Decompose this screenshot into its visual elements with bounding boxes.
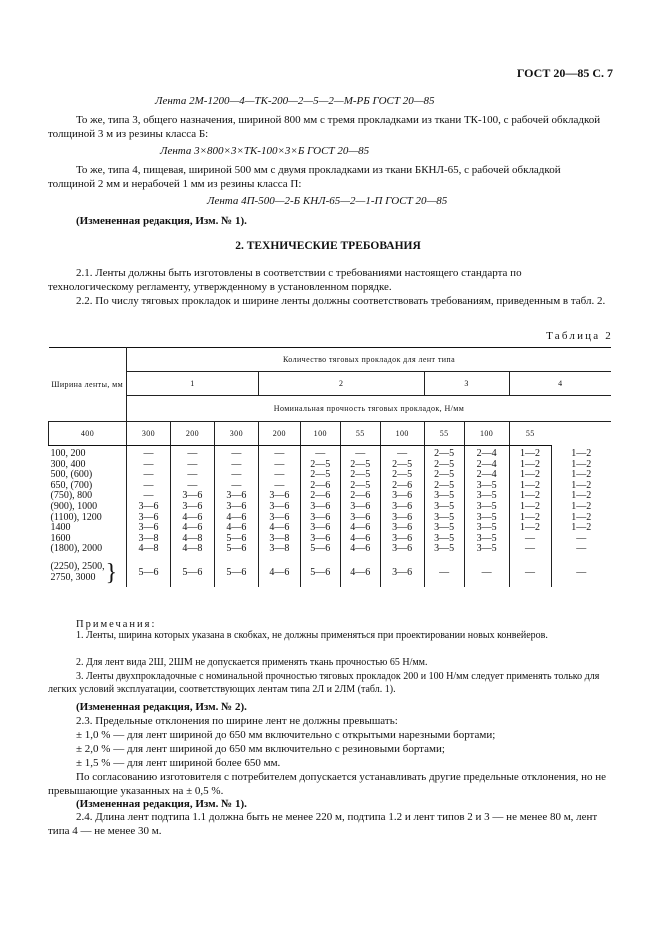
width-line: 2750, 3000 <box>50 571 96 583</box>
value-cell: 4—6 <box>258 523 300 534</box>
value-cell: 3—5 <box>424 513 464 524</box>
note-1: 1. Ленты, ширина которых указана в скобках, не должны применяться при проектировании новых конвейеров. <box>76 630 548 641</box>
example-designation-1: Лента 2М-1200—4—ТК-200—2—5—2—М-РБ ГОСТ 20—85 <box>155 95 435 107</box>
revision-note-1: (Измененная редакция, Изм. № 1). <box>76 215 247 227</box>
value-cell: 4—6 <box>214 513 258 524</box>
value-cell: 2—5 <box>424 446 464 460</box>
value-cell: — <box>551 544 611 555</box>
value-cell: 5—6 <box>170 555 214 587</box>
type-header: 1 <box>126 372 258 396</box>
value-cell: 5—6 <box>300 544 340 555</box>
note-3: 3. Ленты двухпрокладочные с номинальной прочностью тяговых прокладок 200 и 100 Н/мм следует применять только для легких условий эксплуатации, соответствующих лентам типа 2Л и 2ЛМ (табл. 1). <box>48 671 600 695</box>
paragraph-2-3: 2.3. Предельные отклонения по ширине лент не должны превышать: <box>76 715 398 727</box>
value-cell: 3—6 <box>380 523 424 534</box>
value-cell: 1—2 <box>509 491 551 502</box>
notes-heading: Примечания: <box>76 619 157 630</box>
value-cell: 4—8 <box>126 544 170 555</box>
value-cell: 3—5 <box>464 523 509 534</box>
value-cell: 2—5 <box>424 460 464 471</box>
value-cell: 1—2 <box>509 470 551 481</box>
value-cell: 3—8 <box>258 544 300 555</box>
strength-cell: 55 <box>424 422 464 446</box>
value-cell: 1—2 <box>551 523 611 534</box>
paragraph-type4: То же, типа 4, пищевая, шириной 500 мм с двумя прокладками из ткани БКНЛ-65, с рабочей обкладкой толщиной 2 мм и нерабочей 1 мм из резины класса П: <box>48 164 561 190</box>
value-cell: — <box>340 446 380 460</box>
value-cell: 3—6 <box>214 491 258 502</box>
value-cell: 1—2 <box>509 502 551 513</box>
value-cell: 3—5 <box>464 491 509 502</box>
value-cell: 3—6 <box>126 513 170 524</box>
value-cell: 5—6 <box>214 544 258 555</box>
value-cell: 3—6 <box>380 502 424 513</box>
paragraph-2-1: 2.1. Ленты должны быть изготовлены в соответствии с требованиями настоящего стандарта по технологическому регламенту, утвержденному в установленном порядке. <box>48 267 522 293</box>
value-cell: — <box>170 470 214 481</box>
value-cell: 3—5 <box>424 534 464 545</box>
width-cell: 1400 <box>50 522 71 534</box>
value-cell: 3—6 <box>380 491 424 502</box>
value-cell: 1—2 <box>551 470 611 481</box>
value-cell: — <box>464 555 509 587</box>
value-cell: 3—6 <box>300 513 340 524</box>
strength-cell: 200 <box>258 422 300 446</box>
value-cell: 4—6 <box>340 523 380 534</box>
width-cell: 650, (700) <box>50 479 93 491</box>
value-cell: 3—5 <box>464 544 509 555</box>
value-cell: 1—2 <box>551 491 611 502</box>
type-header: 3 <box>424 372 509 396</box>
section-title: 2. ТЕХНИЧЕСКИЕ ТРЕБОВАНИЯ <box>235 240 421 252</box>
value-cell: 2—4 <box>464 470 509 481</box>
strength-header: Номинальная прочность тяговых прокладок, Н/мм <box>126 396 611 422</box>
agreement-paragraph: По согласованию изготовителя с потребителем допускается устанавливать другие предельные отклонения, но не превышающие указанных на ± 0,5 %. <box>48 771 607 797</box>
value-cell: 3—6 <box>340 502 380 513</box>
value-cell: — <box>214 470 258 481</box>
value-cell: 1—2 <box>551 502 611 513</box>
value-cell: 3—6 <box>380 555 424 587</box>
value-cell: 1—2 <box>551 446 611 460</box>
value-cell: 2—5 <box>380 460 424 471</box>
revision-note-2: (Измененная редакция, Изм. № 2). <box>76 701 247 713</box>
example-designation-3: Лента 4П-500—2-Б КНЛ-65—2—1-П ГОСТ 20—85 <box>207 195 448 207</box>
value-cell: 2—5 <box>424 470 464 481</box>
value-cell: 4—6 <box>258 555 300 587</box>
width-cell: 100, 200 <box>50 448 86 459</box>
tolerance-2: ± 2,0 % — для лент шириной до 650 мм включительно с резиновыми бортами; <box>76 743 445 755</box>
value-cell: 3—8 <box>258 534 300 545</box>
strength-cell: 100 <box>300 422 340 446</box>
width-cell: 500, (600) <box>50 469 93 481</box>
value-cell: 3—5 <box>424 502 464 513</box>
strength-cell: 100 <box>380 422 424 446</box>
strength-cell: 300 <box>214 422 258 446</box>
width-cell <box>49 555 127 587</box>
table-row <box>49 555 612 587</box>
value-cell: 5—6 <box>214 555 258 587</box>
value-cell: 3—5 <box>424 544 464 555</box>
value-cell: — <box>258 481 300 492</box>
value-cell: 3—6 <box>300 534 340 545</box>
value-cell: 5—6 <box>300 555 340 587</box>
strength-cell: 55 <box>509 422 551 446</box>
value-cell: — <box>551 534 611 545</box>
value-cell: 3—6 <box>258 491 300 502</box>
strength-cell: 200 <box>170 422 214 446</box>
value-cell: — <box>380 446 424 460</box>
value-cell: 2—5 <box>340 470 380 481</box>
value-cell: — <box>258 446 300 460</box>
value-cell: — <box>214 481 258 492</box>
value-cell: 3—5 <box>424 491 464 502</box>
value-cell: 3—6 <box>380 534 424 545</box>
value-cell: 3—6 <box>340 513 380 524</box>
value-cell: — <box>551 555 611 587</box>
strength-cell: 100 <box>464 422 509 446</box>
value-cell: 1—2 <box>551 513 611 524</box>
value-cell: — <box>170 446 214 460</box>
value-cell: 2—6 <box>340 491 380 502</box>
value-cell: 1—2 <box>551 460 611 471</box>
value-cell: 3—6 <box>170 502 214 513</box>
value-cell: 3—5 <box>464 502 509 513</box>
value-cell: 2—5 <box>340 481 380 492</box>
brace-mark: } <box>105 559 118 586</box>
value-cell: 3—6 <box>126 523 170 534</box>
value-cell: — <box>126 481 170 492</box>
width-cell: (1100), 1200 <box>50 511 102 523</box>
value-cell: — <box>424 555 464 587</box>
type-header: 4 <box>509 372 611 396</box>
revision-note-3: (Измененная редакция, Изм. № 1). <box>76 798 247 810</box>
value-cell: — <box>126 470 170 481</box>
value-cell: — <box>509 555 551 587</box>
value-cell: 3—5 <box>464 513 509 524</box>
value-cell: 4—6 <box>340 534 380 545</box>
table-row <box>49 446 612 460</box>
value-cell: 3—6 <box>300 523 340 534</box>
table-row <box>49 502 612 513</box>
value-cell: 2—4 <box>464 460 509 471</box>
value-cell: 4—8 <box>170 544 214 555</box>
width-cell: 300, 400 <box>50 458 86 470</box>
value-cell: — <box>509 534 551 545</box>
value-cell: 5—6 <box>126 555 170 587</box>
value-cell: 1—2 <box>509 460 551 471</box>
value-cell: 3—5 <box>464 481 509 492</box>
value-cell: 2—4 <box>464 446 509 460</box>
value-cell: — <box>126 460 170 471</box>
value-cell: 3—6 <box>380 544 424 555</box>
value-cell: — <box>258 470 300 481</box>
value-cell: 4—6 <box>170 523 214 534</box>
tolerance-1: ± 1,0 % — для лент шириной до 650 мм включительно с открытыми нарезными бортами; <box>76 729 496 741</box>
value-cell: 4—6 <box>170 513 214 524</box>
value-cell: 4—6 <box>340 544 380 555</box>
strength-cell: 55 <box>340 422 380 446</box>
value-cell: 3—8 <box>126 534 170 545</box>
value-cell: 1—2 <box>509 481 551 492</box>
page-header: ГОСТ 20—85 С. 7 <box>516 66 613 80</box>
value-cell: 4—6 <box>214 523 258 534</box>
value-cell: — <box>170 481 214 492</box>
table-2 <box>48 347 611 587</box>
value-cell: 2—6 <box>300 491 340 502</box>
value-cell: 3—6 <box>300 502 340 513</box>
table-label: Таблица 2 <box>546 330 613 342</box>
value-cell: 3—6 <box>170 491 214 502</box>
value-cell: 3—5 <box>424 523 464 534</box>
value-cell: 3—6 <box>258 502 300 513</box>
paragraph-2-2: 2.2. По числу тяговых прокладок и ширине ленты должны соответствовать требованиям, приведенным в табл. 2. <box>76 295 606 307</box>
value-cell: — <box>509 544 551 555</box>
width-cell: 1600 <box>50 532 71 544</box>
value-cell: 4—6 <box>340 555 380 587</box>
value-cell: 2—5 <box>300 470 340 481</box>
example-designation-2: Лента 3×800×3×ТК-100×3×Б ГОСТ 20—85 <box>160 145 370 157</box>
paragraph-type3: То же, типа 3, общего назначения, шириной 800 мм с тремя прокладками из ткани ТК-100, с рабочей обкладкой толщиной 3 м из резины класса Б: <box>48 114 601 140</box>
value-cell: 1—2 <box>509 513 551 524</box>
table-row <box>49 544 612 555</box>
value-cell: 1—2 <box>509 446 551 460</box>
value-cell: 1—2 <box>509 523 551 534</box>
value-cell: 1—2 <box>551 481 611 492</box>
width-cell: (1800), 2000 <box>50 543 103 555</box>
strength-cell: 400 <box>49 422 127 446</box>
value-cell: — <box>214 446 258 460</box>
value-cell: 2—6 <box>300 481 340 492</box>
type-header: 2 <box>258 372 424 396</box>
value-cell: — <box>126 446 170 460</box>
value-cell: 2—6 <box>380 481 424 492</box>
value-cell: 5—6 <box>214 534 258 545</box>
strength-cell: 300 <box>126 422 170 446</box>
value-cell: 2—5 <box>340 460 380 471</box>
value-cell: — <box>170 460 214 471</box>
note-2: 2. Для лент вида 2Ш, 2ШМ не допускается применять ткань прочностью 65 Н/мм. <box>76 657 428 668</box>
paragraph-2-4: 2.4. Длина лент подтипа 1.1 должна быть не менее 220 м, подтипа 1.2 и лент типов 2 и 3 — не менее 80 м, лент типа 4 — не менее 30 м. <box>48 811 598 837</box>
count-header: Количество тяговых прокладок для лент типа <box>126 348 611 372</box>
value-cell: 2—5 <box>424 481 464 492</box>
width-cell: (750), 800 <box>50 490 93 502</box>
value-cell: — <box>126 491 170 502</box>
value-cell: 3—6 <box>126 502 170 513</box>
value-cell: — <box>258 460 300 471</box>
width-cell: (900), 1000 <box>50 500 98 512</box>
value-cell: 2—5 <box>300 460 340 471</box>
value-cell: 4—8 <box>170 534 214 545</box>
value-cell: 3—6 <box>258 513 300 524</box>
value-cell: 2—5 <box>380 470 424 481</box>
value-cell: — <box>300 446 340 460</box>
value-cell: — <box>214 460 258 471</box>
value-cell: 3—6 <box>214 502 258 513</box>
value-cell: 3—5 <box>464 534 509 545</box>
width-header: Ширина ленты, мм <box>49 348 127 422</box>
value-cell: 3—6 <box>380 513 424 524</box>
width-line: (2250), 2500, <box>50 561 105 573</box>
tolerance-3: ± 1,5 % — для лент шириной более 650 мм. <box>76 757 281 769</box>
